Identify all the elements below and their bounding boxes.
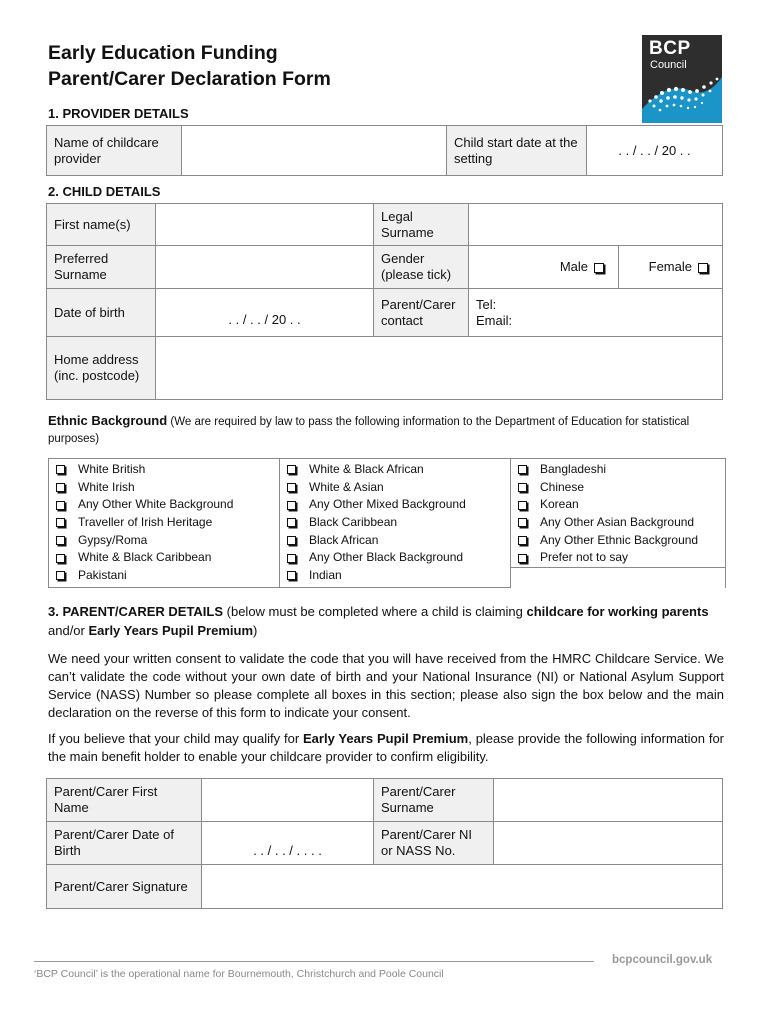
ethnic-checkbox[interactable]	[287, 501, 296, 510]
ethnic-checkbox[interactable]	[56, 554, 65, 563]
ethnic-background-table	[48, 458, 726, 588]
ethnic-column-1	[49, 459, 280, 588]
parent-first-name-label: Parent/Carer First Name	[47, 779, 202, 822]
ethnic-option[interactable]: Any Other Mixed Background	[284, 496, 506, 514]
preferred-surname-label: Preferred Surname	[47, 246, 156, 289]
ethnic-option[interactable]: Any Other Black Background	[284, 549, 506, 567]
footer-website: bcpcouncil.gov.uk	[612, 954, 713, 966]
parent-dob-field[interactable]: . . / . . / . . . .	[202, 822, 374, 865]
legal-surname-label: Legal Surname	[374, 204, 469, 246]
parent-ni-label: Parent/Carer NI or NASS No.	[374, 822, 494, 865]
child-first-name-label: First name(s)	[47, 204, 156, 246]
parent-ni-field[interactable]	[494, 822, 723, 865]
ethnic-option[interactable]: White & Black African	[284, 461, 506, 479]
ethnic-option[interactable]: Pakistani	[53, 567, 275, 585]
ethnic-checkbox[interactable]	[518, 554, 527, 563]
female-label: Female	[648, 259, 692, 274]
pupil-premium-paragraph: If you believe that your child may qualify for Early Years Pupil Premium, please provide the following information for the main benefit holder to enable your childcare provider to confirm eligibility.	[48, 731, 724, 764]
child-start-date-label: Child start date at the setting	[447, 126, 587, 176]
parent-signature-field[interactable]	[202, 865, 723, 909]
gender-female-option[interactable]	[619, 246, 723, 289]
ethnic-checkbox[interactable]	[287, 571, 296, 580]
home-address-field[interactable]	[156, 337, 723, 400]
footer-divider	[34, 961, 594, 962]
consent-paragraph: We need your written consent to validate the code that you will have received from the HMRC Childcare Service. We can’t validate the code without your own date of birth and your National Insurance (NI) or National Asylum Support Service (NASS) Number so please complete all boxes in this section; please also sign the box below and the main declaration on the reverse of this form to indicate your consent.	[48, 651, 724, 720]
parent-surname-label: Parent/Carer Surname	[374, 779, 494, 822]
page-title	[48, 40, 331, 92]
ethnic-checkbox[interactable]	[56, 518, 65, 527]
ethnic-option[interactable]: Traveller of Irish Heritage	[53, 514, 275, 532]
parent-contact-field[interactable]	[469, 289, 723, 337]
child-dob-field[interactable]: . . / . . / 20 . .	[156, 289, 374, 337]
ethnic-option[interactable]: White Irish	[53, 479, 275, 497]
ethnic-background-heading	[48, 412, 718, 448]
parent-section-heading: 3. PARENT/CARER DETAILS (below must be completed where a child is claiming childcare for working parents and/or Early Years Pupil Premium)	[48, 604, 709, 638]
provider-details-table	[46, 125, 723, 176]
parent-details-table	[46, 778, 723, 909]
ethnic-option[interactable]: Chinese	[515, 479, 721, 497]
ethnic-column-2	[280, 459, 511, 588]
female-checkbox[interactable]	[698, 263, 708, 273]
parent-surname-field[interactable]	[494, 779, 723, 822]
ethnic-heading-title: Ethnic Background	[48, 413, 168, 428]
parent-first-name-field[interactable]	[202, 779, 374, 822]
gender-male-option[interactable]	[469, 246, 619, 289]
ethnic-checkbox[interactable]	[518, 501, 527, 510]
ethnic-checkbox[interactable]	[287, 554, 296, 563]
child-section-heading: 2. CHILD DETAILS	[48, 184, 161, 199]
ethnic-checkbox[interactable]	[287, 536, 296, 545]
parent-contact-label: Parent/Carer contact	[374, 289, 469, 337]
preferred-surname-field[interactable]	[156, 246, 374, 289]
ethnic-checkbox[interactable]	[287, 518, 296, 527]
child-details-table	[46, 203, 723, 400]
male-label: Male	[559, 259, 588, 274]
logo-text-council: Council	[650, 59, 687, 71]
logo-text-bcp: BCP	[649, 38, 691, 59]
ethnic-option[interactable]: White & Asian	[284, 479, 506, 497]
ethnic-option[interactable]: Indian	[284, 567, 506, 585]
title-line-1: Early Education Funding	[48, 42, 278, 64]
parent-heading-title: 3. PARENT/CARER DETAILS	[48, 604, 224, 619]
provider-section-heading: 1. PROVIDER DETAILS	[48, 106, 189, 121]
ethnic-option[interactable]: Gypsy/Roma	[53, 532, 275, 550]
ethnic-option[interactable]: Korean	[515, 496, 721, 514]
ethnic-checkbox[interactable]	[518, 536, 527, 545]
provider-name-field[interactable]	[182, 126, 447, 176]
ethnic-checkbox[interactable]	[287, 465, 296, 474]
ethnic-option[interactable]: Black African	[284, 532, 506, 550]
ethnic-checkbox[interactable]	[287, 483, 296, 492]
ethnic-option[interactable]: Any Other Ethnic Background	[515, 532, 721, 550]
bcp-council-logo	[642, 35, 722, 123]
ethnic-checkbox[interactable]	[518, 518, 527, 527]
legal-surname-field[interactable]	[469, 204, 723, 246]
parent-signature-label: Parent/Carer Signature	[47, 865, 202, 909]
ethnic-option[interactable]: Black Caribbean	[284, 514, 506, 532]
ethnic-checkbox[interactable]	[518, 483, 527, 492]
ethnic-checkbox[interactable]	[56, 501, 65, 510]
ethnic-checkbox[interactable]	[56, 465, 65, 474]
ethnic-option[interactable]: White & Black Caribbean	[53, 549, 275, 567]
home-address-label: Home address (inc. postcode)	[47, 337, 156, 400]
ethnic-option[interactable]: Any Other Asian Background	[515, 514, 721, 532]
ethnic-column-3	[511, 459, 726, 588]
ethnic-option[interactable]: Any Other White Background	[53, 496, 275, 514]
male-checkbox[interactable]	[594, 263, 604, 273]
ethnic-option[interactable]: White British	[53, 461, 275, 479]
child-dob-label: Date of birth	[47, 289, 156, 337]
child-start-date-field[interactable]: . . / . . / 20 . .	[587, 126, 723, 176]
ethnic-checkbox[interactable]	[518, 465, 527, 474]
ethnic-heading-note: (We are required by law to pass the following information to the Department of Education for statistical purposes)	[48, 416, 690, 445]
ethnic-checkbox[interactable]	[56, 536, 65, 545]
ethnic-option[interactable]: Prefer not to say	[511, 549, 725, 568]
child-first-name-field[interactable]	[156, 204, 374, 246]
title-line-2: Parent/Carer Declaration Form	[48, 68, 331, 90]
ethnic-checkbox[interactable]	[56, 571, 65, 580]
gender-label: Gender (please tick)	[374, 246, 469, 289]
footer-note: ‘BCP Council’ is the operational name for Bournemouth, Christchurch and Poole Council	[34, 968, 444, 980]
tel-label: Tel:	[476, 296, 497, 312]
logo-dots-graphic	[642, 71, 722, 123]
email-label: Email:	[476, 312, 513, 328]
ethnic-option[interactable]: Bangladeshi	[515, 461, 721, 479]
ethnic-checkbox[interactable]	[56, 483, 65, 492]
parent-dob-label: Parent/Carer Date of Birth	[47, 822, 202, 865]
provider-name-label: Name of childcare provider	[47, 126, 182, 176]
